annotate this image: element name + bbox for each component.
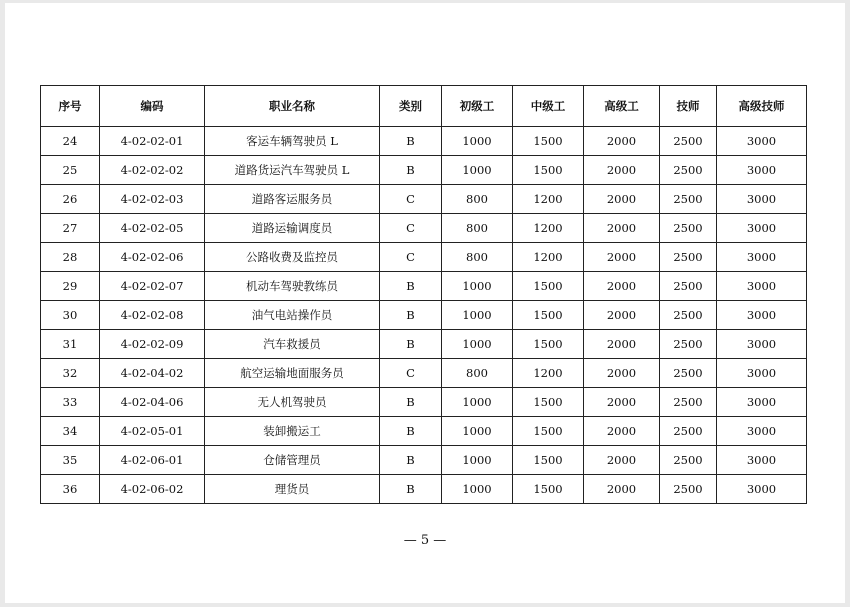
cell-seq: 31 bbox=[41, 330, 100, 359]
cell-senior-technician: 3000 bbox=[717, 272, 807, 301]
cell-code: 4-02-02-01 bbox=[100, 127, 205, 156]
header-occupation: 职业名称 bbox=[205, 86, 380, 127]
cell-junior: 800 bbox=[442, 214, 513, 243]
cell-senior-technician: 3000 bbox=[717, 417, 807, 446]
table-row bbox=[41, 185, 807, 214]
cell-junior: 1000 bbox=[442, 156, 513, 185]
cell-junior: 1000 bbox=[442, 417, 513, 446]
cell-intermediate: 1500 bbox=[513, 417, 584, 446]
cell-seq: 32 bbox=[41, 359, 100, 388]
cell-junior: 800 bbox=[442, 359, 513, 388]
cell-category: B bbox=[380, 156, 442, 185]
cell-technician: 2500 bbox=[660, 127, 717, 156]
cell-category: B bbox=[380, 417, 442, 446]
cell-junior: 1000 bbox=[442, 127, 513, 156]
cell-intermediate: 1500 bbox=[513, 272, 584, 301]
cell-intermediate: 1500 bbox=[513, 156, 584, 185]
cell-category: B bbox=[380, 330, 442, 359]
cell-seq: 24 bbox=[41, 127, 100, 156]
cell-category: B bbox=[380, 475, 442, 504]
cell-technician: 2500 bbox=[660, 330, 717, 359]
cell-occupation: 客运车辆驾驶员 L bbox=[205, 127, 380, 156]
cell-seq: 28 bbox=[41, 243, 100, 272]
cell-senior: 2000 bbox=[584, 243, 660, 272]
cell-senior-technician: 3000 bbox=[717, 127, 807, 156]
document-page bbox=[5, 3, 845, 603]
cell-senior: 2000 bbox=[584, 156, 660, 185]
cell-category: B bbox=[380, 388, 442, 417]
cell-junior: 800 bbox=[442, 185, 513, 214]
cell-code: 4-02-02-03 bbox=[100, 185, 205, 214]
cell-category: B bbox=[380, 127, 442, 156]
header-intermediate: 中级工 bbox=[513, 86, 584, 127]
header-category: 类别 bbox=[380, 86, 442, 127]
cell-junior: 1000 bbox=[442, 301, 513, 330]
cell-senior-technician: 3000 bbox=[717, 359, 807, 388]
cell-occupation: 仓储管理员 bbox=[205, 446, 380, 475]
header-senior: 高级工 bbox=[584, 86, 660, 127]
cell-category: C bbox=[380, 243, 442, 272]
cell-technician: 2500 bbox=[660, 359, 717, 388]
cell-senior: 2000 bbox=[584, 272, 660, 301]
cell-code: 4-02-02-06 bbox=[100, 243, 205, 272]
cell-senior: 2000 bbox=[584, 301, 660, 330]
cell-code: 4-02-02-02 bbox=[100, 156, 205, 185]
header-junior: 初级工 bbox=[442, 86, 513, 127]
cell-junior: 1000 bbox=[442, 330, 513, 359]
cell-occupation: 道路客运服务员 bbox=[205, 185, 380, 214]
cell-senior: 2000 bbox=[584, 475, 660, 504]
cell-seq: 35 bbox=[41, 446, 100, 475]
header-seq: 序号 bbox=[41, 86, 100, 127]
table-row bbox=[41, 301, 807, 330]
cell-senior-technician: 3000 bbox=[717, 214, 807, 243]
cell-code: 4-02-05-01 bbox=[100, 417, 205, 446]
cell-junior: 800 bbox=[442, 243, 513, 272]
cell-junior: 1000 bbox=[442, 446, 513, 475]
cell-category: C bbox=[380, 214, 442, 243]
cell-category: B bbox=[380, 446, 442, 475]
table-row bbox=[41, 446, 807, 475]
cell-junior: 1000 bbox=[442, 272, 513, 301]
cell-occupation: 道路货运汽车驾驶员 L bbox=[205, 156, 380, 185]
cell-seq: 34 bbox=[41, 417, 100, 446]
cell-technician: 2500 bbox=[660, 185, 717, 214]
cell-senior-technician: 3000 bbox=[717, 446, 807, 475]
cell-intermediate: 1500 bbox=[513, 330, 584, 359]
cell-junior: 1000 bbox=[442, 475, 513, 504]
table-row bbox=[41, 127, 807, 156]
cell-seq: 36 bbox=[41, 475, 100, 504]
cell-occupation: 公路收费及监控员 bbox=[205, 243, 380, 272]
cell-intermediate: 1200 bbox=[513, 243, 584, 272]
cell-code: 4-02-02-08 bbox=[100, 301, 205, 330]
cell-intermediate: 1200 bbox=[513, 185, 584, 214]
cell-occupation: 航空运输地面服务员 bbox=[205, 359, 380, 388]
header-senior-technician: 高级技师 bbox=[717, 86, 807, 127]
cell-senior: 2000 bbox=[584, 185, 660, 214]
table-row bbox=[41, 272, 807, 301]
table-row bbox=[41, 417, 807, 446]
table-row bbox=[41, 214, 807, 243]
cell-intermediate: 1500 bbox=[513, 475, 584, 504]
cell-intermediate: 1500 bbox=[513, 388, 584, 417]
cell-senior-technician: 3000 bbox=[717, 301, 807, 330]
cell-occupation: 理货员 bbox=[205, 475, 380, 504]
cell-technician: 2500 bbox=[660, 243, 717, 272]
cell-category: C bbox=[380, 185, 442, 214]
cell-technician: 2500 bbox=[660, 156, 717, 185]
cell-code: 4-02-06-01 bbox=[100, 446, 205, 475]
table-row bbox=[41, 475, 807, 504]
cell-technician: 2500 bbox=[660, 417, 717, 446]
table-body bbox=[41, 127, 807, 504]
cell-occupation: 油气电站操作员 bbox=[205, 301, 380, 330]
cell-intermediate: 1200 bbox=[513, 359, 584, 388]
cell-seq: 26 bbox=[41, 185, 100, 214]
cell-technician: 2500 bbox=[660, 475, 717, 504]
cell-code: 4-02-04-06 bbox=[100, 388, 205, 417]
cell-code: 4-02-06-02 bbox=[100, 475, 205, 504]
cell-occupation: 机动车驾驶教练员 bbox=[205, 272, 380, 301]
cell-senior-technician: 3000 bbox=[717, 185, 807, 214]
cell-category: B bbox=[380, 272, 442, 301]
cell-seq: 27 bbox=[41, 214, 100, 243]
cell-category: B bbox=[380, 301, 442, 330]
cell-senior: 2000 bbox=[584, 417, 660, 446]
cell-senior: 2000 bbox=[584, 388, 660, 417]
cell-senior: 2000 bbox=[584, 446, 660, 475]
cell-technician: 2500 bbox=[660, 388, 717, 417]
cell-seq: 29 bbox=[41, 272, 100, 301]
cell-senior-technician: 3000 bbox=[717, 243, 807, 272]
cell-junior: 1000 bbox=[442, 388, 513, 417]
cell-senior-technician: 3000 bbox=[717, 475, 807, 504]
table-row bbox=[41, 330, 807, 359]
cell-occupation: 装卸搬运工 bbox=[205, 417, 380, 446]
cell-senior-technician: 3000 bbox=[717, 156, 807, 185]
table-row bbox=[41, 359, 807, 388]
cell-technician: 2500 bbox=[660, 272, 717, 301]
cell-code: 4-02-02-05 bbox=[100, 214, 205, 243]
cell-code: 4-02-04-02 bbox=[100, 359, 205, 388]
cell-senior: 2000 bbox=[584, 127, 660, 156]
cell-senior: 2000 bbox=[584, 330, 660, 359]
cell-technician: 2500 bbox=[660, 214, 717, 243]
cell-code: 4-02-02-07 bbox=[100, 272, 205, 301]
table-header-row bbox=[41, 86, 807, 127]
cell-code: 4-02-02-09 bbox=[100, 330, 205, 359]
cell-intermediate: 1200 bbox=[513, 214, 584, 243]
header-code: 编码 bbox=[100, 86, 205, 127]
cell-occupation: 汽车救援员 bbox=[205, 330, 380, 359]
occupation-subsidy-table bbox=[40, 85, 807, 504]
table-row bbox=[41, 243, 807, 272]
cell-senior-technician: 3000 bbox=[717, 330, 807, 359]
cell-intermediate: 1500 bbox=[513, 301, 584, 330]
cell-technician: 2500 bbox=[660, 301, 717, 330]
cell-seq: 25 bbox=[41, 156, 100, 185]
cell-senior: 2000 bbox=[584, 359, 660, 388]
cell-intermediate: 1500 bbox=[513, 127, 584, 156]
cell-seq: 30 bbox=[41, 301, 100, 330]
cell-seq: 33 bbox=[41, 388, 100, 417]
cell-category: C bbox=[380, 359, 442, 388]
table-row bbox=[41, 388, 807, 417]
cell-occupation: 无人机驾驶员 bbox=[205, 388, 380, 417]
cell-technician: 2500 bbox=[660, 446, 717, 475]
table-row bbox=[41, 156, 807, 185]
cell-senior: 2000 bbox=[584, 214, 660, 243]
header-technician: 技师 bbox=[660, 86, 717, 127]
cell-senior-technician: 3000 bbox=[717, 388, 807, 417]
page-number: — 5 — bbox=[403, 533, 447, 548]
cell-occupation: 道路运输调度员 bbox=[205, 214, 380, 243]
cell-intermediate: 1500 bbox=[513, 446, 584, 475]
